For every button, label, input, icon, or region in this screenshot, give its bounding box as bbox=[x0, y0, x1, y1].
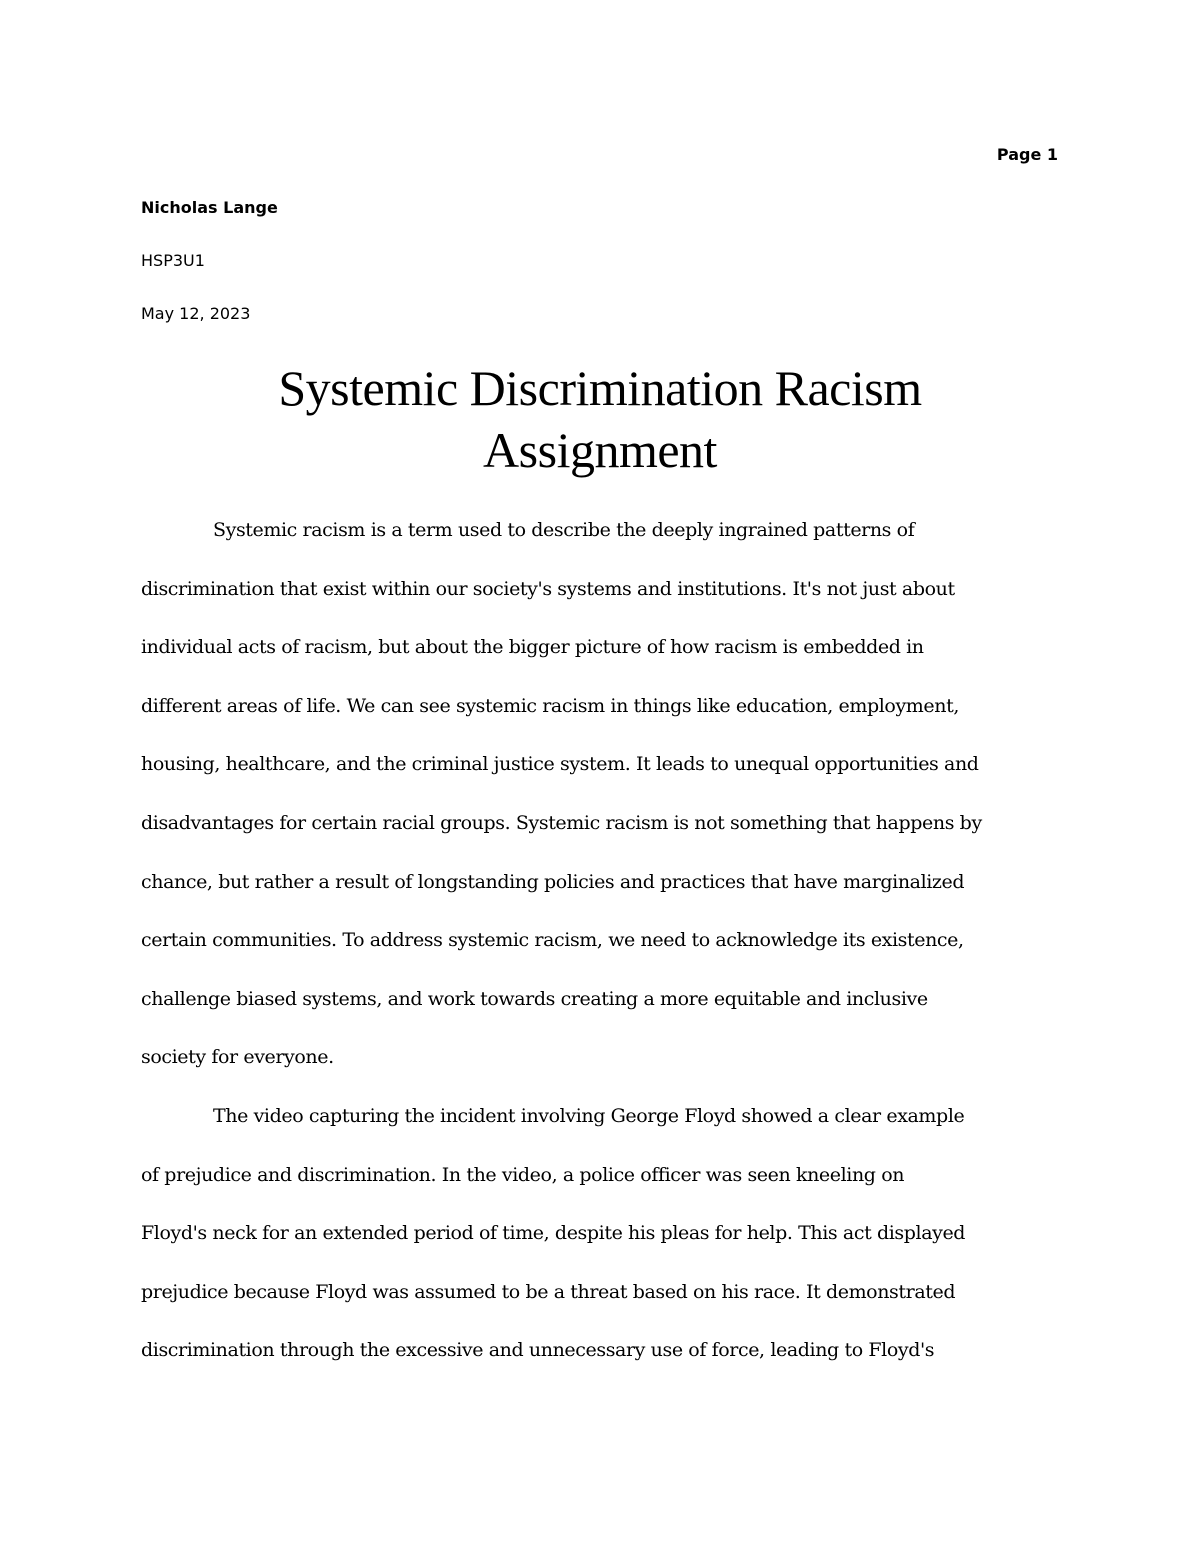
paragraph-line: Floyd's neck for an extended period of time, despite his pleas for help. This act displayed bbox=[141, 1222, 966, 1245]
paragraph-line: chance, but rather a result of longstanding policies and practices that have marginalized bbox=[141, 870, 965, 893]
paragraph-line: prejudice because Floyd was assumed to be a threat based on his race. It demonstrated bbox=[141, 1280, 956, 1303]
paragraph-line: certain communities. To address systemic racism, we need to acknowledge its existence, bbox=[141, 929, 964, 952]
paragraph-line: different areas of life. We can see systemic racism in things like education, employment, bbox=[141, 694, 959, 717]
body-paragraph bbox=[141, 1087, 1059, 1380]
paragraph-line: individual acts of racism, but about the bigger picture of how racism is embedded in bbox=[141, 636, 924, 659]
paragraph-line: The video capturing the incident involving George Floyd showed a clear example bbox=[213, 1104, 965, 1127]
paragraph-line: of prejudice and discrimination. In the video, a police officer was seen kneeling on bbox=[141, 1163, 905, 1186]
document-title bbox=[141, 357, 1059, 481]
paragraph-line: society for everyone. bbox=[141, 1046, 334, 1069]
title-line: Systemic Discrimination Racism bbox=[278, 360, 922, 416]
author-name: Nicholas Lange bbox=[141, 198, 278, 217]
paragraph-line: housing, healthcare, and the criminal justice system. It leads to unequal opportunities and bbox=[141, 753, 979, 776]
page-number: Page 1 bbox=[996, 145, 1058, 164]
paragraph-line: Systemic racism is a term used to describe the deeply ingrained patterns of bbox=[213, 519, 915, 541]
document-body bbox=[141, 501, 1059, 1380]
body-paragraph bbox=[141, 501, 1059, 1087]
paragraph-line: discrimination that exist within our society's systems and institutions. It's not just about bbox=[141, 577, 955, 600]
paragraph-line: challenge biased systems, and work towards creating a more equitable and inclusive bbox=[141, 987, 928, 1010]
title-line: Assignment bbox=[483, 422, 717, 478]
paragraph-line: disadvantages for certain racial groups. Systemic racism is not something that happens by bbox=[141, 811, 982, 834]
paragraph-line: discrimination through the excessive and unnecessary use of force, leading to Floyd's bbox=[141, 1339, 935, 1362]
course-code: HSP3U1 bbox=[141, 251, 205, 270]
document-date: May 12, 2023 bbox=[141, 304, 251, 323]
